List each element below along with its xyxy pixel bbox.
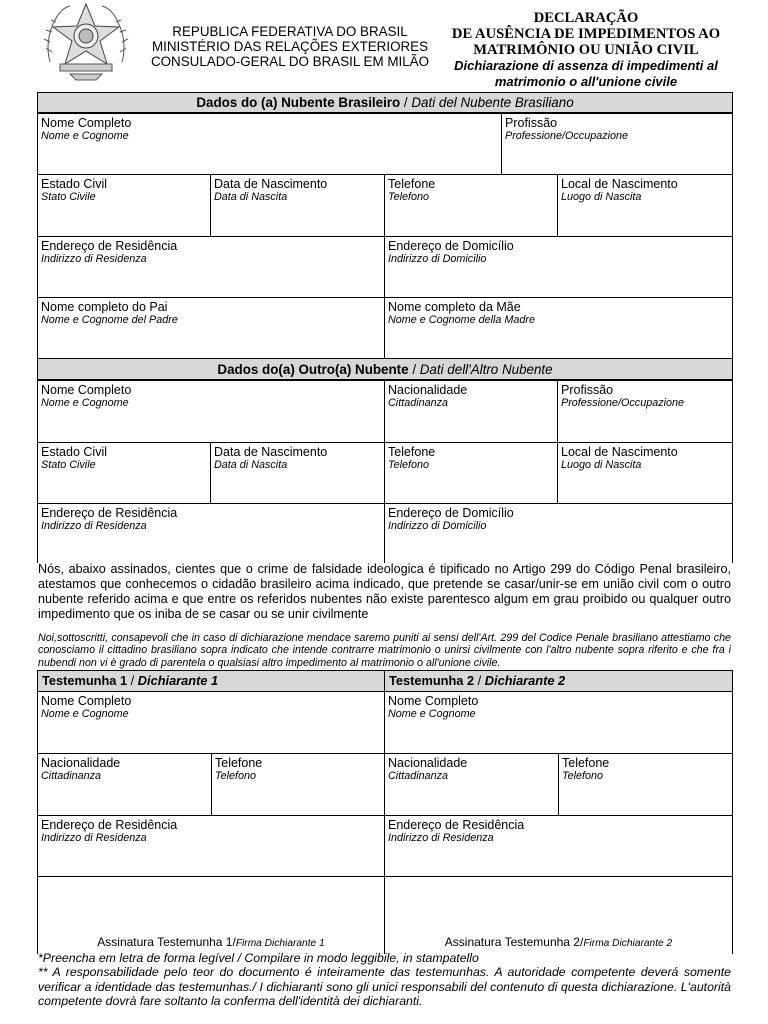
witness-2-signature-label	[387, 935, 730, 949]
brazilian-birth-place-field[interactable]	[557, 174, 733, 237]
witness-1-title: Testemunha 1	[42, 673, 128, 688]
witness-1-sign-text-it: Firma Dichiarante 1	[235, 938, 325, 949]
field-label-it: Indirizzo di Residenza	[41, 253, 147, 265]
field-label: Telefone	[388, 177, 436, 191]
witness-1-signature-label	[40, 935, 382, 949]
field-label-it: Indirizzo di Residenza	[41, 832, 147, 844]
field-label-it: Indirizzo di Residenza	[388, 832, 494, 844]
brazilian-profession-field[interactable]	[501, 113, 733, 175]
field-label-it: Nome e Cognome	[41, 130, 129, 142]
other-nationality-field[interactable]	[384, 380, 558, 443]
brazilian-marital-status-field[interactable]	[37, 174, 211, 237]
other-birth-place-field[interactable]	[557, 442, 733, 504]
field-label-it: Telefono	[215, 770, 257, 782]
brazilian-phone-field[interactable]	[384, 174, 558, 237]
field-label-it: Professione/Occupazione	[561, 397, 685, 409]
field-label-it: Nome e Cognome della Madre	[388, 314, 536, 326]
field-label: Nome Completo	[41, 116, 132, 130]
field-label-it: Stato Civile	[41, 191, 96, 203]
field-label-it: Telefono	[388, 191, 430, 203]
field-label: Endereço de Residência	[41, 506, 178, 520]
witness-1-phone-field[interactable]	[211, 753, 385, 816]
field-label: Nome Completo	[41, 383, 132, 397]
field-label-it: Luogo di Nascita	[561, 191, 642, 203]
other-marital-status-field[interactable]	[37, 442, 211, 504]
field-label: Endereço de Domicílio	[388, 506, 514, 520]
field-label: Endereço de Domicílio	[388, 239, 514, 253]
field-label-it: Nome e Cognome	[388, 708, 476, 720]
witness-1-sep: /	[127, 673, 138, 688]
witness-1-residence-address-field[interactable]	[37, 815, 385, 877]
section-other-spouse-header	[37, 358, 733, 380]
witness-2-sign-text-it: Firma Dichiarante 2	[583, 938, 673, 949]
section2-title: Dados do(a) Outro(a) Nubente	[217, 362, 409, 377]
section1-sep: /	[400, 95, 412, 110]
brazilian-birth-date-field[interactable]	[210, 174, 385, 237]
witness-1-header	[37, 670, 385, 692]
field-label: Profissão	[561, 383, 614, 397]
other-full-name-field[interactable]	[37, 380, 385, 443]
witness-1-nationality-field[interactable]	[37, 753, 212, 816]
brazilian-domicile-address-field[interactable]	[384, 236, 733, 298]
witness-2-title: Testemunha 2	[389, 673, 475, 688]
consulate-header	[130, 24, 450, 69]
declaration-title-1: DECLARAÇÃO	[533, 10, 639, 26]
field-label-it: Nome e Cognome del Padre	[41, 314, 178, 326]
field-label: Telefone	[562, 756, 610, 770]
field-label: Nome Completo	[388, 694, 479, 708]
witness-1-full-name-field[interactable]	[37, 691, 385, 754]
field-label: Telefone	[215, 756, 263, 770]
section2-sep: /	[408, 362, 420, 377]
field-label: Endereço de Residência	[388, 818, 525, 832]
field-label: Endereço de Residência	[41, 239, 178, 253]
field-label: Nome completo do Pai	[41, 300, 168, 314]
section1-title: Dados do (a) Nubente Brasileiro	[196, 95, 401, 110]
brazilian-mother-name-field[interactable]	[384, 297, 733, 359]
field-label-it: Nome e Cognome	[41, 708, 129, 720]
field-label-it: Data di Nascita	[214, 459, 288, 471]
field-label: Estado Civil	[41, 445, 107, 459]
witness-2-full-name-field[interactable]	[384, 691, 733, 754]
declaration-italian-1: Dichiarazione di assenza di impedimenti al	[454, 58, 718, 73]
field-label: Profissão	[505, 116, 558, 130]
statement-portuguese: Nós, abaixo assinados, cientes que o crime de falsidade ideologica é tipificado no Artigo 299 do Código Penal brasileiro, atestamos que conhecemos o cidadão brasileiro acima indicado, que pretende se casar/unir-se em união civil com o outro nubente referido acima e que entre os referidos nubentes não existe parentesco algum em grau proibido ou qualquer outro impedimento que os iniba de se casar ou se unir civilmente	[38, 562, 731, 621]
section1-title-it: Dati del Nubente Brasiliano	[411, 95, 574, 110]
field-label-it: Cittadinanza	[388, 770, 449, 782]
field-label: Nome completo da Mãe	[388, 300, 521, 314]
witness-1-sign-text: Assinatura Testemunha 1/	[97, 935, 236, 949]
other-profession-field[interactable]	[557, 380, 733, 443]
statement-italian: Noi,sottoscritti, consapevoli che in caso di dichiarazione mendace saremo puniti ai sensi dell'Art. 299 del Codice Penale brasiliano attestiamo che conosciamo il cittadino brasiliano sopra indicato che intende contrarre matrimonio o unirsi civilmente con l'altro nubente sopra riferito e che fra i nubendi non vi è grado di parentela o qualsiasi altro impedimento al matrimonio o all'unione civile.	[38, 632, 731, 669]
witness-2-nationality-field[interactable]	[384, 753, 559, 816]
field-label-it: Luogo di Nascita	[561, 459, 642, 471]
field-label: Estado Civil	[41, 177, 107, 191]
field-label-it: Telefono	[388, 459, 430, 471]
field-label-it: Indirizzo di Domicilio	[388, 520, 487, 532]
field-label: Nacionalidade	[41, 756, 121, 770]
witness-2-sign-text: Assinatura Testemunha 2/	[444, 935, 584, 949]
field-label: Endereço de Residência	[41, 818, 178, 832]
other-phone-field[interactable]	[384, 442, 558, 504]
witness-2-residence-address-field[interactable]	[384, 815, 733, 877]
field-label-it: Stato Civile	[41, 459, 96, 471]
footnote-legible: *Preencha em letra de forma legível / Compilare in modo leggibile, in stampatello	[38, 951, 479, 965]
field-label-it: Cittadinanza	[41, 770, 102, 782]
field-label-it: Indirizzo di Residenza	[41, 520, 147, 532]
field-label: Local de Nascimento	[561, 177, 678, 191]
field-label: Nome Completo	[41, 694, 132, 708]
section-brazilian-spouse-header	[37, 92, 733, 113]
declaration-italian-2: matrimonio o all'unione civile	[494, 74, 678, 89]
witness-2-phone-field[interactable]	[558, 753, 733, 816]
section2-title-it: Dati dell'Altro Nubente	[419, 362, 553, 377]
other-birth-date-field[interactable]	[210, 442, 385, 504]
witness-1-title-it: Dichiarante 1	[137, 673, 219, 688]
field-label: Local de Nascimento	[561, 445, 678, 459]
brazilian-residence-address-field[interactable]	[37, 236, 385, 298]
header-line-1: REPUBLICA FEDERATIVA DO BRASIL	[172, 24, 408, 39]
other-domicile-address-field[interactable]	[384, 503, 733, 563]
field-label-it: Nome e Cognome	[41, 397, 129, 409]
other-residence-address-field[interactable]	[37, 503, 385, 563]
brazilian-full-name-field[interactable]	[37, 113, 502, 175]
header-line-2: MINISTÉRIO DAS RELAÇÕES EXTERIORES	[151, 39, 429, 54]
field-label-it: Indirizzo di Domicilio	[388, 253, 487, 265]
footnote-responsibility: ** A responsabilidade pelo teor do documento é inteiramente das testemunhas. A autoridade competente deverá somente verificar a identidade das testemunhas./ I dichiaranti sono gli unici responsabili del contenuto di questa dichiarazione. L'autorità competente dovrà fare soltanto la conferma dell'identità dei dichiaranti.	[38, 965, 731, 1008]
field-label: Nacionalidade	[388, 383, 468, 397]
coat-of-arms-icon	[40, 0, 132, 82]
field-label: Nacionalidade	[388, 756, 468, 770]
field-label: Telefone	[388, 445, 436, 459]
field-label-it: Cittadinanza	[388, 397, 449, 409]
brazilian-father-name-field[interactable]	[37, 297, 385, 359]
field-label-it: Professione/Occupazione	[505, 130, 629, 142]
field-label-it: Data di Nascita	[214, 191, 288, 203]
field-label: Data de Nascimento	[214, 445, 328, 459]
declaration-title-2: DE AUSÊNCIA DE IMPEDIMENTOS AO	[451, 26, 721, 42]
witness-2-sep: /	[474, 673, 485, 688]
witness-2-title-it: Dichiarante 2	[484, 673, 566, 688]
field-label-it: Telefono	[562, 770, 604, 782]
field-label: Data de Nascimento	[214, 177, 328, 191]
witness-2-header	[384, 670, 733, 692]
header-line-3: CONSULADO-GERAL DO BRASIL EM MILÃO	[150, 54, 430, 69]
declaration-title	[436, 10, 736, 90]
declaration-title-3: MATRIMÔNIO OU UNIÃO CIVIL	[473, 42, 699, 58]
